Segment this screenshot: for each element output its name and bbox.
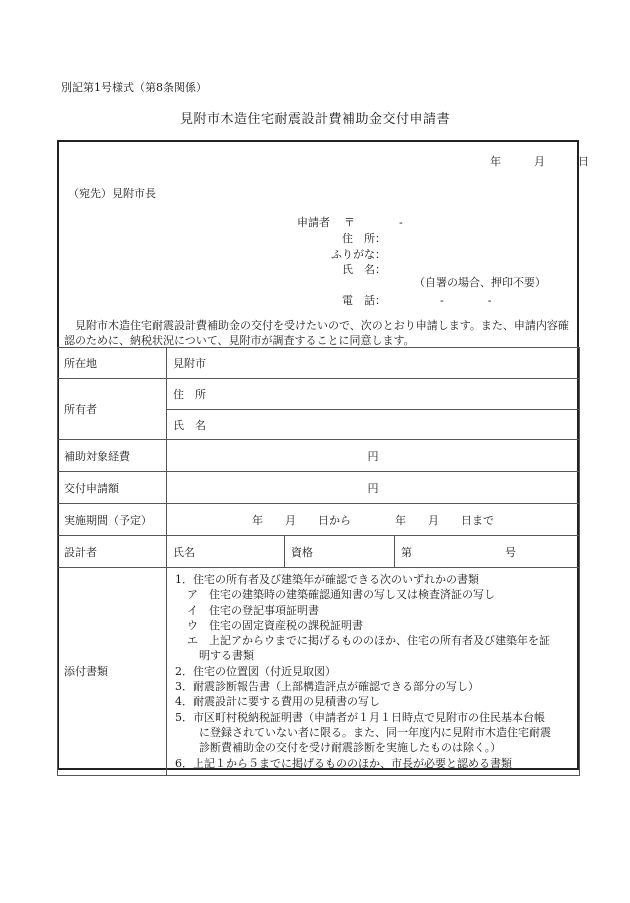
owner-label: 所有者 xyxy=(58,379,167,440)
page-title: 見附市木造住宅耐震設計費補助金交付申請書 xyxy=(179,112,450,127)
period-label: 実施期間（予定） xyxy=(58,504,167,536)
list-item: 診断費補助金の交付を受け耐震診断を実施したものは除く。） xyxy=(199,741,502,755)
period-field[interactable]: 年 月 日から 年 月 日まで xyxy=(167,504,580,536)
owner-name-field[interactable]: 氏 名 xyxy=(167,410,580,440)
applicant-postal: 〒 - xyxy=(344,216,403,229)
applicant-phone-value: - - xyxy=(440,294,492,307)
attachments-list xyxy=(167,568,580,776)
row-expense xyxy=(58,440,580,472)
designer-number-field[interactable] xyxy=(395,536,580,568)
list-item: 3．耐震診断報告書（上部構造評点が確認できる部分の写し） xyxy=(175,680,479,694)
owner-address-field[interactable]: 住 所 xyxy=(167,379,580,410)
date-month: 月 xyxy=(534,155,545,168)
location-label: 所在地 xyxy=(58,348,167,379)
list-item: ア 住宅の建築時の建築確認通知書の写し又は検査済証の写し xyxy=(187,588,495,602)
list-item: に登録されていない者に限る。また、同一年度内に見附市木造住宅耐震 xyxy=(199,725,551,739)
date-year: 年 xyxy=(490,155,501,168)
request-field[interactable]: 円 xyxy=(167,472,580,504)
application-table xyxy=(57,347,580,776)
date-day: 日 xyxy=(578,155,589,168)
designer-qualification-field[interactable]: 資格 xyxy=(285,536,395,568)
designer-name-field[interactable]: 氏名 xyxy=(167,536,285,568)
request-label: 交付申請額 xyxy=(58,472,167,504)
list-item: 5．市区町村税納税証明書（申請者が１月１日時点で見附市の住民基本台帳 xyxy=(175,710,545,724)
list-item: 明する書類 xyxy=(199,649,254,663)
intro-text: 見附市木造住宅耐震設計費補助金の交付を受けたいので、次のとおり申請します。また、申請内容確認のために、納税状況について、見附市が調査することに同意します。 xyxy=(64,319,569,347)
list-item: 6．上記１から５までに掲げるもののほか、市長が必要と認める書類 xyxy=(175,756,512,770)
list-item: 1．住宅の所有者及び建築年が確認できる次のいずれかの書類 xyxy=(175,573,479,586)
row-period xyxy=(58,504,580,536)
addressee: （宛先）見附市長 xyxy=(68,187,156,200)
row-owner-address xyxy=(58,379,580,410)
list-item: ウ 住宅の固定資産税の課税証明書 xyxy=(187,618,363,632)
expense-field[interactable]: 円 xyxy=(167,440,580,472)
list-item: 4．耐震設計に要する費用の見積書の写し xyxy=(175,695,380,709)
list-item: エ 上記アからウまでに掲げるもののほか、住宅の所有者及び建築年を証 xyxy=(187,634,550,648)
row-location xyxy=(58,348,580,379)
designer-number-prefix: 第 xyxy=(401,545,412,559)
row-request xyxy=(58,472,580,504)
form-number: 別記第1号様式（第8条関係） xyxy=(61,81,207,94)
applicant-label: 申請者 xyxy=(297,216,330,229)
row-attachments xyxy=(58,568,580,776)
row-designer xyxy=(58,536,580,568)
list-item: イ 住宅の登記事項証明書 xyxy=(187,603,319,617)
stamp-note: （自署の場合、押印不要） xyxy=(414,276,546,289)
applicant-furigana-label: ふりがな： xyxy=(331,248,386,261)
expense-label: 補助対象経費 xyxy=(58,440,167,472)
applicant-phone-label: 電 話： xyxy=(342,294,386,307)
applicant-name-label: 氏 名： xyxy=(342,263,386,276)
list-item: 2．住宅の位置図（付近見取図） xyxy=(175,664,336,678)
location-value[interactable]: 見附市 xyxy=(167,348,580,379)
attachments-label: 添付書類 xyxy=(58,568,167,776)
designer-number-suffix: 号 xyxy=(505,545,516,559)
designer-label: 設計者 xyxy=(58,536,167,568)
date-line xyxy=(490,153,589,169)
applicant-address-label: 住 所： xyxy=(342,232,386,245)
